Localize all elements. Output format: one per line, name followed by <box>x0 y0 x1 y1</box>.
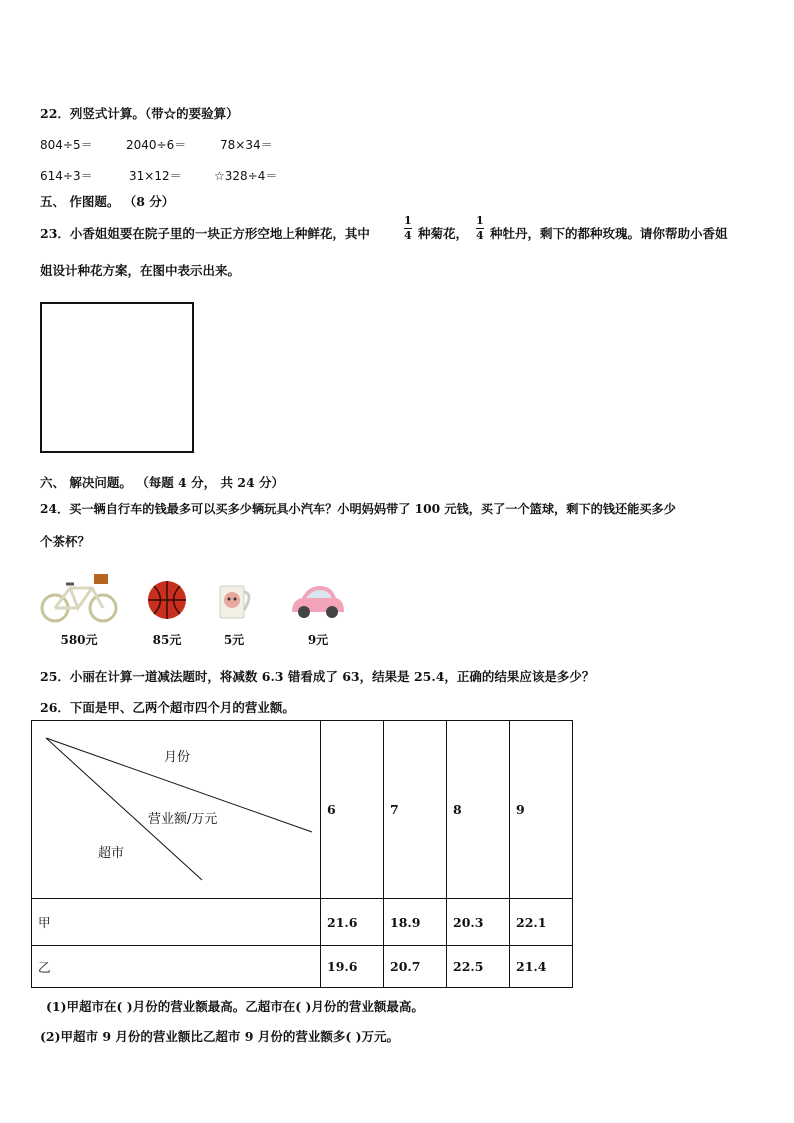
basketball-icon <box>145 570 189 624</box>
month-cell: 6 <box>321 721 384 899</box>
q26-title: 26．下面是甲、乙两个超市四个月的营业额。 <box>40 700 295 715</box>
q26-subquestion-2: (2)甲超市 9 月份的营业额比乙超市 9 月份的营业额多( )万元。 <box>40 1029 400 1044</box>
cup-icon <box>212 570 256 624</box>
value-cell: 20.3 <box>447 899 510 946</box>
item-toy-car <box>288 570 348 648</box>
item-bicycle <box>40 570 118 648</box>
q22-expr-6: ☆328÷4＝ <box>214 169 278 183</box>
q25-text: 25．小丽在计算一道减法题时，将减数 6.3 错看成了 63，结果是 25.4，正确的结果应该是多少？ <box>40 669 595 684</box>
q23-text-part1: 23．小香姐姐要在院子里的一块正方形空地上种鲜花，其中 <box>40 226 370 241</box>
market-name-cell: 乙 <box>32 946 321 988</box>
q23-text-line2: 姐设计种花方案，在图中表示出来。 <box>40 263 241 278</box>
q22-expr-1: 804÷5＝ <box>40 138 93 152</box>
fraction-numerator: 1 <box>404 214 412 227</box>
toy-car-icon <box>288 570 348 624</box>
q24-text-line2: 个茶杯？ <box>40 534 91 549</box>
q22-title: 22．列竖式计算。（带☆的要验算） <box>40 106 239 121</box>
q23-fraction-1 <box>404 215 412 242</box>
bicycle-icon <box>40 570 118 624</box>
fraction-numerator: 1 <box>476 214 484 227</box>
header-label-month: 月份 <box>164 749 191 765</box>
value-cell: 19.6 <box>321 946 384 988</box>
month-cell: 7 <box>384 721 447 899</box>
q26-subquestion-1: (1)甲超市在( )月份的营业额最高。乙超市在( )月份的营业额最高。 <box>46 999 424 1014</box>
q23-text-part2: 种菊花， <box>418 226 469 241</box>
square-plot-drawing-area[interactable] <box>40 302 194 453</box>
diagonal-header-cell <box>32 721 321 899</box>
bicycle-price: 580元 <box>60 633 98 647</box>
month-cell: 9 <box>510 721 573 899</box>
value-cell: 21.6 <box>321 899 384 946</box>
header-label-revenue: 营业额/万元 <box>148 811 218 827</box>
value-cell: 18.9 <box>384 899 447 946</box>
cup-price: 5元 <box>223 633 245 647</box>
fraction-denominator: 4 <box>476 229 484 242</box>
section-5-heading: 五、 作图题。 （8 分） <box>40 194 175 209</box>
q23-text-part3: 种牡丹，剩下的都种玫瑰。请你帮助小香姐 <box>490 226 728 241</box>
toy-car-price: 9元 <box>307 633 329 647</box>
table-row <box>32 899 573 946</box>
table-header-row <box>32 721 573 899</box>
value-cell: 22.5 <box>447 946 510 988</box>
q22-expr-5: 31×12＝ <box>129 169 182 183</box>
sales-table <box>31 720 573 988</box>
value-cell: 21.4 <box>510 946 573 988</box>
item-cup <box>212 570 256 648</box>
item-basketball <box>145 570 189 648</box>
month-cell: 8 <box>447 721 510 899</box>
table-row <box>32 946 573 988</box>
basketball-price: 85元 <box>152 633 182 647</box>
section-6-heading: 六、 解决问题。 （每题 4 分， 共 24 分） <box>40 475 285 490</box>
q22-expr-3: 78×34＝ <box>220 138 273 152</box>
q23-fraction-2 <box>476 215 484 242</box>
q22-expr-2: 2040÷6＝ <box>126 138 187 152</box>
value-cell: 20.7 <box>384 946 447 988</box>
fraction-denominator: 4 <box>404 229 412 242</box>
header-label-market: 超市 <box>98 845 125 861</box>
q22-expr-4: 614÷3＝ <box>40 169 93 183</box>
value-cell: 22.1 <box>510 899 573 946</box>
q24-text-line1: 24．买一辆自行车的钱最多可以买多少辆玩具小汽车？小明妈妈带了 100 元钱，买了一个篮球，剩下的钱还能买多少 <box>40 502 676 516</box>
market-name-cell: 甲 <box>32 899 321 946</box>
